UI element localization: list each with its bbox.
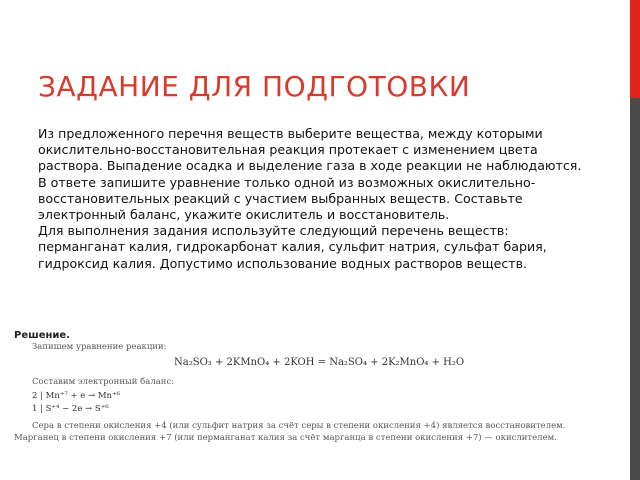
task-paragraph-1: Из предложенного перечня веществ выберите вещества, между которыми окислительно-восстановительная реакция протекает с изменением цвета раствора. Выпадение осадка и выделение газа в ходе реакции не наблюдаются. В ответе запишите уравнение только одной из возможных окислительно-восстановительных реакций с участием выбранных веществ. Составьте электронный баланс, укажите окислитель и восстановитель. (38, 126, 582, 223)
task-paragraph-2: Для выполнения задания используйте следующий перечень веществ: перманганат калия, гидрокарбонат калия, сульфит натрия, сульфат бария, гидроксид калия. Допустимо использование водных растворов веществ. (38, 223, 547, 271)
solution-line-1: Запишем уравнение реакции: (32, 342, 167, 352)
solution-line-3: Сера в степени окисления +4 (или сульфит натрия за счёт серы в степени окисления +4) является восстановителем. (32, 421, 566, 431)
balance-line-2: 1 | S⁺⁴ − 2e → S⁺⁶ (32, 404, 109, 414)
task-text (38, 126, 593, 272)
solution-heading: Решение. (14, 330, 71, 341)
solution-image (14, 330, 614, 455)
solution-line-2: Составим электронный баланс: (32, 377, 175, 387)
reaction-equation: Na₂SO₃ + 2KMnO₄ + 2KOH = Na₂SO₄ + 2K₂MnO₄ + H₂O (174, 357, 465, 368)
solution-line-4: Марганец в степени окисления +7 (или перманганат калия за счёт марганца в степени окисления +7) — окислителем. (14, 433, 557, 443)
accent-bar-top (630, 0, 640, 98)
accent-bar-bottom (630, 98, 640, 480)
slide-title: ЗАДАНИЕ ДЛЯ ПОДГОТОВКИ (38, 70, 471, 103)
balance-line-1: 2 | Mn⁺⁷ + e → Mn⁺⁶ (32, 391, 120, 401)
